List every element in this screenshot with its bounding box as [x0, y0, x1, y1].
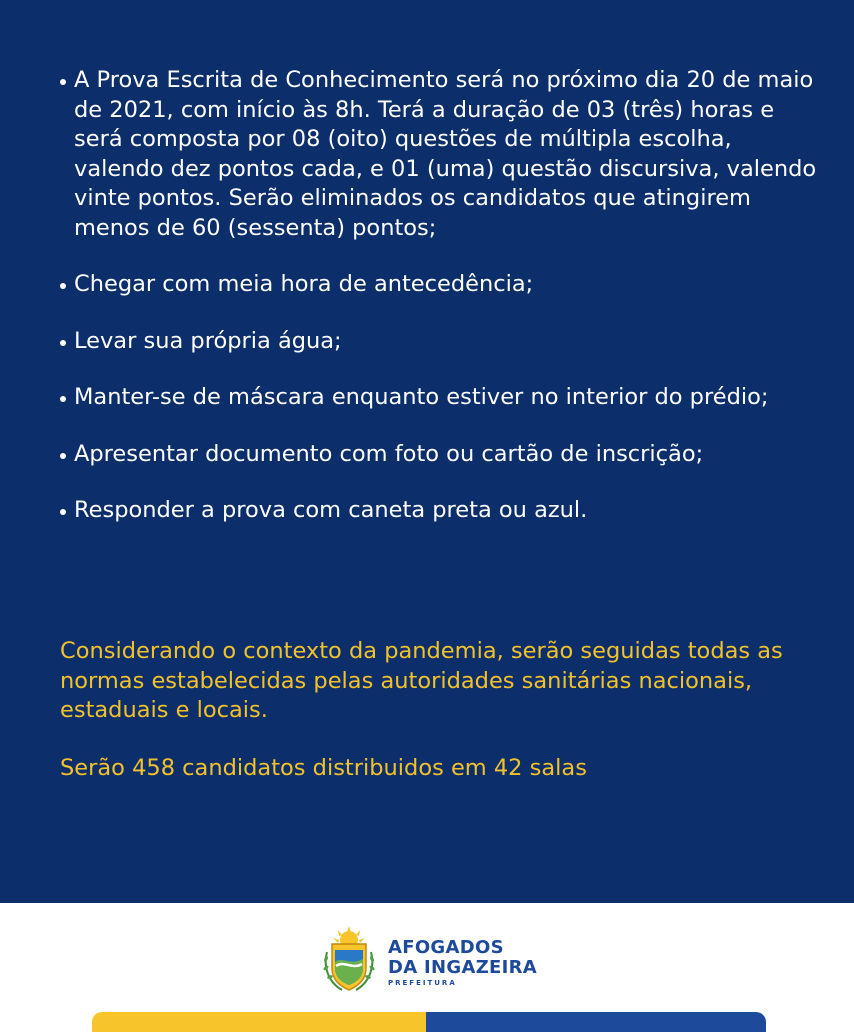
pandemic-notice: Considerando o contexto da pandemia, serão seguidas todas as normas estabelecidas pelas autoridades sanitárias nacionais, estaduais e locais.: [60, 638, 783, 723]
logo-title-line1: AFOGADOS: [388, 937, 504, 958]
prefeitura-logo: [318, 926, 548, 996]
footer-stripe-yellow: [92, 1012, 426, 1032]
rule-item-pen: Responder a prova com caneta preta ou azul.: [60, 496, 820, 526]
rule-item-mask: Manter-se de máscara enquanto estiver no interior do prédio;: [60, 383, 820, 413]
footer-stripe-blue: [426, 1012, 766, 1032]
rule-item-arrival: Chegar com meia hora de antecedência;: [60, 270, 820, 300]
rule-item-document: Apresentar documento com foto ou cartão de inscrição;: [60, 440, 820, 470]
candidates-notice: Serão 458 candidatos distribuidos em 42 salas: [60, 755, 587, 781]
logo-title-line2: DA INGAZEIRA: [388, 957, 538, 978]
city-crest-icon: [318, 926, 380, 994]
rule-item-water: Levar sua própria água;: [60, 327, 820, 357]
rule-item-exam-details: A Prova Escrita de Conhecimento será no próximo dia 20 de maio de 2021, com início às 8h. Terá a duração de 03 (três) horas e será composta por 08 (oito) questões de múltipla escolha, valendo dez pontos cada, e 01 (uma) questão discursiva, valendo vinte pontos. Serão eliminados os candidatos que atingirem menos de 60 (sessenta) pontos;: [60, 66, 820, 243]
logo-subtitle: PREFEITURA: [388, 979, 457, 987]
rules-list: [60, 66, 820, 553]
